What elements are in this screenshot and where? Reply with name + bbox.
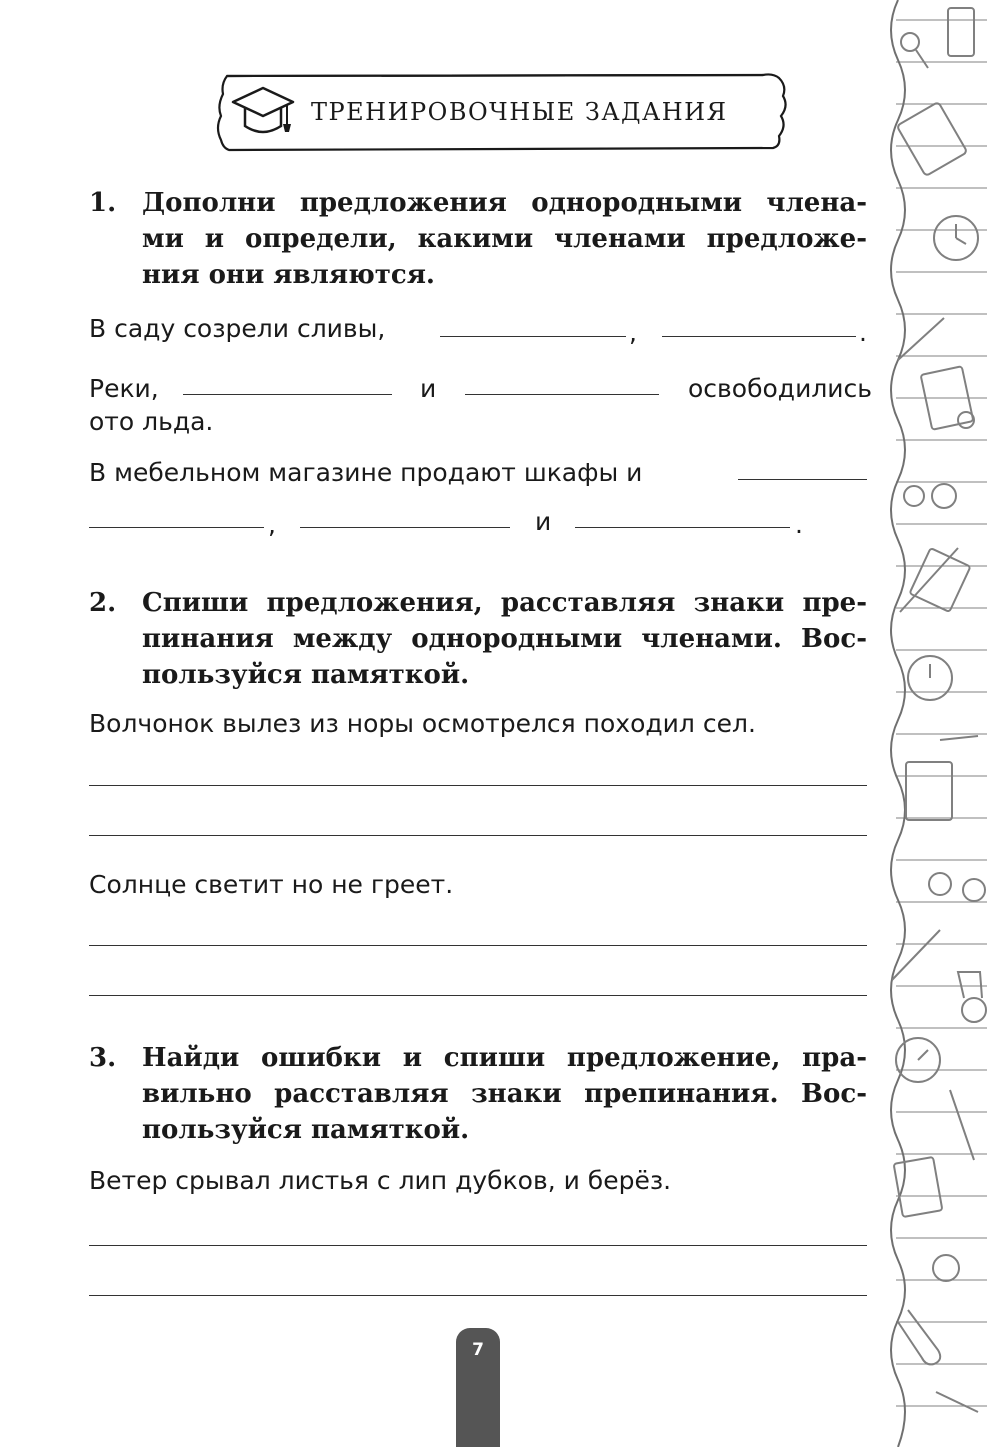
page-number: 7	[472, 1340, 484, 1360]
graduation-cap-icon	[231, 82, 295, 142]
pushpin-icon	[901, 33, 928, 68]
answer-line[interactable]	[89, 1245, 867, 1246]
pencil-icon	[892, 930, 940, 980]
notebook-pencil-icon	[900, 548, 971, 612]
exercise-sentence: В саду созрели сливы,	[89, 314, 386, 343]
task-number: 3.	[89, 1043, 117, 1073]
section-header-banner	[213, 70, 793, 154]
fill-in-blank[interactable]	[440, 336, 626, 337]
answer-line[interactable]	[89, 785, 867, 786]
task-2-instruction	[89, 585, 867, 693]
book-icon	[948, 8, 974, 56]
alarm-clock-icon	[896, 1038, 940, 1082]
section-title: ТРЕНИРОВОЧНЫЕ ЗАДАНИЯ	[311, 98, 728, 126]
fill-in-blank[interactable]	[300, 527, 510, 528]
task-number: 2.	[89, 588, 117, 618]
task-number: 1.	[89, 188, 117, 218]
exercise-sentence-end: освободились	[688, 374, 873, 403]
medal-icon	[958, 972, 986, 1022]
task-text-line: пинания между однородными членами. Вос-	[142, 624, 867, 654]
glasses-icon	[904, 484, 956, 508]
comma-separator: ,	[268, 510, 276, 539]
period: .	[795, 510, 803, 539]
conjunction: и	[535, 507, 552, 536]
exercise-sentence-continuation: ото льда.	[89, 407, 214, 436]
exercise-sentence: Ветер срывал листья с лип дубков, и берёз.	[89, 1166, 672, 1195]
task-text-line: вильно расставляя знаки препинания. Вос-	[142, 1079, 867, 1109]
pen-icon	[898, 318, 944, 360]
task-3-instruction	[89, 1040, 867, 1148]
paper-clip-icon	[898, 1310, 940, 1364]
exercise-sentence: Волчонок вылез из норы осмотрелся походил сел.	[89, 709, 756, 738]
fill-in-blank[interactable]	[738, 479, 867, 480]
task-text-line: пользуйся памяткой.	[142, 1115, 470, 1145]
decorative-sidebar	[878, 0, 987, 1447]
exercise-sentence: В мебельном магазине продают шкафы и	[89, 458, 643, 487]
medal-icon	[933, 1255, 959, 1281]
comma-separator: ,	[629, 318, 637, 347]
fill-in-blank[interactable]	[465, 394, 659, 395]
glasses-icon	[929, 873, 985, 901]
answer-line[interactable]	[89, 835, 867, 836]
answer-line[interactable]	[89, 945, 867, 946]
task-text-line: Найди ошибки и спиши предложение, пра-	[142, 1043, 867, 1073]
fill-in-blank[interactable]	[575, 527, 790, 528]
answer-line[interactable]	[89, 995, 867, 996]
task-text-line: Дополни предложения однородными члена-	[142, 188, 867, 218]
task-text-line: ния они являются.	[142, 260, 435, 290]
alarm-clock-icon	[934, 216, 978, 260]
pencil-icon	[940, 736, 978, 740]
task-1-instruction	[89, 185, 867, 293]
task-text-line: пользуйся памяткой.	[142, 660, 470, 690]
period: .	[859, 318, 867, 347]
exercise-sentence-start: Реки,	[89, 374, 159, 403]
alarm-clock-icon	[908, 656, 952, 700]
conjunction: и	[420, 374, 437, 403]
answer-line[interactable]	[89, 1295, 867, 1296]
fill-in-blank[interactable]	[662, 336, 856, 337]
exercise-sentence: Солнце светит но не греет.	[89, 870, 454, 899]
fill-in-blank[interactable]	[183, 394, 392, 395]
task-text-line: Спиши предложения, расставляя знаки пре-	[142, 588, 867, 618]
fill-in-blank[interactable]	[89, 527, 264, 528]
school-doodles	[878, 0, 987, 1447]
task-text-line: ми и определи, какими членами предложе-	[142, 224, 867, 254]
pencil-icon	[936, 1392, 978, 1412]
pen-icon	[950, 1090, 974, 1160]
page-number-tab	[456, 1328, 500, 1447]
notebook-icon	[897, 102, 968, 176]
planner-icon	[906, 762, 952, 820]
notebook-icon	[894, 1157, 943, 1217]
certificate-icon	[921, 366, 974, 430]
